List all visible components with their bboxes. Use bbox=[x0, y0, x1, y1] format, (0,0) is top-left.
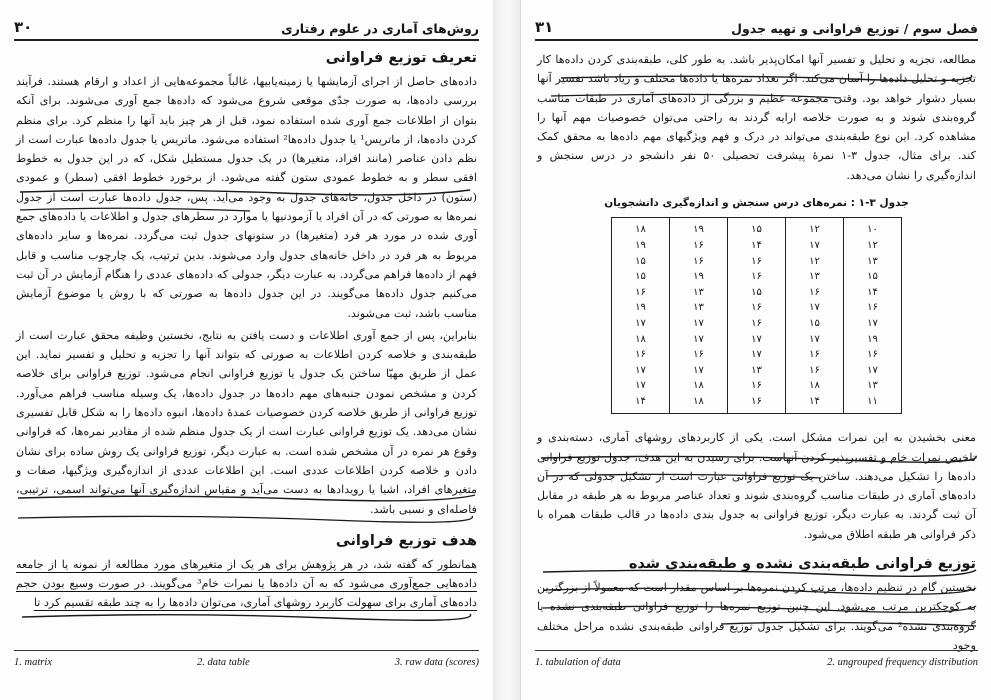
right-page-body bbox=[537, 50, 976, 658]
table-cell: ۱۵ bbox=[786, 316, 844, 332]
right-footnotes bbox=[535, 650, 978, 668]
table-cell: ۱۰ bbox=[844, 218, 902, 238]
table-cell: ۱۵ bbox=[728, 284, 786, 300]
table-cell: ۱۶ bbox=[786, 362, 844, 378]
paragraph-after-table: معنی بخشیدن به این نمرات مشکل است. یکی از کاربردهای روشهای آماری، دسته‌بندی و تلخیص نمرات خام و تفسیرپذیر کردن آنهاست. برای رسیدن به این هدف، جدول توزیع فراوانی داده‌ها را تشکیل می‌دهند. ساختن یک توزیع فراوانی عبارت است از تشکیل جدولی که در آن داده‌های آماری در طبقات مناسب گروه‌بندی شوند و تعداد عناصر مربوط به هر طبقه در مقابل آن ثبت گردند. به عبارت دیگر، توزیع فراوانی به جدول بندی داده‌ها در قالب طبقات همراه با ذکر فراوانی هر طبقه اطلاق می‌شود. bbox=[537, 431, 976, 541]
table-row bbox=[612, 218, 902, 238]
table-cell: ۱۷ bbox=[786, 331, 844, 347]
table-cell: ۱۳ bbox=[670, 300, 728, 316]
table-cell: ۱۷ bbox=[612, 362, 670, 378]
table-cell: ۱۶ bbox=[728, 300, 786, 316]
paragraph-definition-1: داده‌های حاصل از اجرای آزمایشها یا زمینه‌یابیها، غالباً مجموعه‌هایی از اعداد و ارقام هستند. فرآیند بررسی داده‌ها، به صورت جدّی موقعی شروع می‌شود که داده‌ها جمع آوری می‌شوند. برای آنکه بتوان از اطلاعات جمع آوری شده استفاده نمود، قبل از هر چیز باید آنها را منظم کرد. برای منظم کردن داده‌ها، از ماتریس¹ یا جدول داده‌ها² استفاده می‌شود. ماتریس یا جدول داده‌ها عبارت است از نظم دادن عناصر (مانند افراد، متغیرها) در یک جدول مستطیل شکل، که در این جدول به خطوط افقی سطر و به خطوط عمودی ستون گفته می‌شود. از برخورد خطوط افقی (سطر) و عمودی (ستون) در داخل جدول، خانه‌های جدول به وجود می‌آید. پس، جدول داده‌ها عبارت است از جدول نمره‌ها به صورتی که در آن افراد یا آزمودنیها یا موارد در سطرهای جدول و اطلاعات یا داده‌های جمع آوری شده در مورد هر فرد (متغیرها) در ستونهای جدول ثبت می‌گردد. نمره‌ها و سایر داده‌های مربوط به هر فرد در داخل خانه‌های جدول وارد می‌شوند. بدین ترتیب، یک چارچوب مناسب و قابل فهم از داده‌ها فراهم می‌گردد. به عبارت دیگر، جدولی که داده‌های عددی را هنگام آزمایش در آن ثبت می‌کنیم جدول داده‌ها می‌گویند. در این جدول داده‌ها به صورتی که با روش یا موضوع آزمایش مناسب باشد، ثبت می‌شوند. bbox=[16, 75, 477, 320]
book-gutter bbox=[493, 0, 520, 700]
table-cell: ۱۹ bbox=[612, 300, 670, 316]
table-cell: ۱۸ bbox=[670, 394, 728, 414]
table-cell: ۱۶ bbox=[786, 347, 844, 363]
paragraph-intro: مطالعه، تجزیه و تحلیل و تفسیر آنها امکان‌پذیر باشد. به طور کلی، طبقه‌بندی کردن داده‌ها کار تجزیه و تحلیل داده‌ها را آسان می‌کند. اگر تعداد نمره‌ها یا داده‌ها مختلف و زیاد باشد تفسیر آنها بسیار دشوار خواهد بود. وقتی مجموعه عظیم و بزرگی از داده‌های آماری در طبقات مناسب گروه‌بندی شوند و به صورت خلاصه ارایه گردند به راحتی می‌توان خصوصیات مهم آنها را مشاهده کرد. این نوع طبقه‌بندی می‌تواند در درک و فهم ویژگیهای مهم داده‌ها به محقق کمک کند. برای مثال، جدول ۳-۱ نمرهٔ پیشرفت تحصیلی ۵۰ نفر دانشجو در درس سنجش و اندازه‌گیری را نشان می‌دهد. bbox=[537, 53, 977, 182]
footnote-ungrouped: 2. ungrouped frequency distribution bbox=[827, 657, 978, 668]
table-cell: ۱۷ bbox=[612, 378, 670, 394]
table-cell: ۱۷ bbox=[786, 300, 844, 316]
left-footnotes bbox=[14, 650, 479, 668]
table-cell: ۱۳ bbox=[670, 284, 728, 300]
footnote-2: 2. data table bbox=[196, 657, 250, 668]
table-row bbox=[612, 331, 902, 347]
table-cell: ۱۶ bbox=[728, 269, 786, 285]
table-cell: ۱۳ bbox=[844, 378, 902, 394]
table-cell: ۱۶ bbox=[728, 253, 786, 269]
table-cell: ۱۵ bbox=[844, 269, 902, 285]
right-running-title: فصل سوم / توزیع فراوانی و تهیه جدول bbox=[731, 21, 978, 36]
table-cell: ۱۸ bbox=[612, 331, 670, 347]
table-cell: ۱۶ bbox=[786, 284, 844, 300]
table-cell: ۱۵ bbox=[728, 218, 786, 238]
table-cell: ۱۷ bbox=[844, 316, 902, 332]
table-cell: ۱۶ bbox=[670, 253, 728, 269]
table-cell: ۱۹ bbox=[844, 331, 902, 347]
table-cell: ۱۷ bbox=[728, 347, 786, 363]
table-row bbox=[612, 316, 902, 332]
table-row bbox=[612, 394, 902, 414]
table-cell: ۱۷ bbox=[728, 331, 786, 347]
table-row bbox=[612, 284, 902, 300]
table-cell: ۱۶ bbox=[728, 316, 786, 332]
table-cell: ۱۱ bbox=[844, 394, 902, 414]
table-cell: ۱۹ bbox=[670, 218, 728, 238]
table-row bbox=[612, 300, 902, 316]
table-cell: ۱۴ bbox=[728, 238, 786, 254]
table-cell: ۱۶ bbox=[728, 378, 786, 394]
table-cell: ۱۹ bbox=[612, 238, 670, 254]
table-cell: ۱۸ bbox=[786, 378, 844, 394]
table-row bbox=[612, 238, 902, 254]
table-cell: ۱۵ bbox=[612, 253, 670, 269]
left-page-number: ۳۰ bbox=[14, 18, 33, 36]
table-cell: ۱۶ bbox=[612, 347, 670, 363]
table-cell: ۱۷ bbox=[670, 362, 728, 378]
section-title-ungrouped: توزیع فراوانی طبقه‌بندی نشده و طبقه‌بندی شده bbox=[628, 555, 976, 572]
left-page bbox=[0, 0, 494, 700]
table-cell: ۱۶ bbox=[844, 300, 902, 316]
table-cell: ۱۶ bbox=[844, 347, 902, 363]
left-running-title: روش‌های آماری در علوم رفتاری bbox=[281, 21, 479, 36]
table-cell: ۱۴ bbox=[844, 284, 902, 300]
table-row bbox=[612, 362, 902, 378]
table-cell: ۱۷ bbox=[670, 316, 728, 332]
table-cell: ۱۲ bbox=[844, 238, 902, 254]
table-cell: ۱۸ bbox=[612, 218, 670, 238]
footnote-3: 3. raw data (scores) bbox=[394, 657, 479, 668]
table-cell: ۱۲ bbox=[786, 253, 844, 269]
table-cell: ۱۶ bbox=[670, 347, 728, 363]
table-cell: ۱۹ bbox=[670, 269, 728, 285]
paragraph-ungrouped: نخستین گام در تنظیم داده‌ها، مرتب کردن نمره‌ها بر اساس مقدار است که معمولاً از بزرگترین به کوچکترین مرتب می‌شود. این چنین توزیع نمره‌ها را توزیع فراوانی طبقه‌بندی نشده یا گروه‌بندی نشده² می‌گویند. برای تشکیل جدول توزیع فراوانی طبقه‌بندی نشده مراحل مختلف وجود bbox=[537, 580, 977, 652]
table-row bbox=[612, 347, 902, 363]
table-cell: ۱۴ bbox=[786, 394, 844, 414]
paragraph-definition-2: بنابراین، پس از جمع آوری اطلاعات و دست یافتن به نتایج، نخستین وظیفه محقق عبارت است از طبقه‌بندی و خلاصه کردن اطلاعات به صورتی که بتواند آنها را تجزیه و تحلیل و تفسیر نماید. این عمل از طریق مهیّا ساختن یک جدول یا توزیع فراوانی انجام می‌شود. توزیع فراوانی برای خلاصه کردن و مشخص نمودن جنبه‌های مهم داده‌ها در جدول داده‌ها، یک وسیله مناسب فراهم می‌آورد. توزیع فراوانی از طریق خلاصه کردن خصوصیات عمدهٔ داده‌ها، انبوه داده‌ها را به شکل قابل تفسیری نشان می‌دهد. یک توزیع فراوانی عبارت است از یک جدول منظم شده از مقادیر نمره‌ها، که فراوانی وقوع هر نمره در آن مشخص شده است. به عبارت دیگر، توزیع فراوانی یک روش ساده برای نشان دادن و خلاصه کردن اطلاعات عددی است. این اطلاعات عددی از اندازه‌گیری ویژگیها، صفات و متغیرهای افراد، اشیا یا رویدادها به دست می‌آید و مقیاس اندازه‌گیری آنها می‌تواند اسمی، ترتیبی، فاصله‌ای و نسبی باشد. bbox=[16, 328, 477, 516]
table-row bbox=[612, 378, 902, 394]
table-cell: ۱۴ bbox=[612, 394, 670, 414]
scores-table bbox=[611, 217, 902, 414]
table-cell: ۱۷ bbox=[670, 331, 728, 347]
table-cell: ۱۳ bbox=[844, 253, 902, 269]
table-row bbox=[612, 253, 902, 269]
table-cell: ۱۷ bbox=[844, 362, 902, 378]
right-running-head bbox=[535, 6, 978, 41]
footnote-tabulation: 1. tabulation of data bbox=[535, 657, 621, 668]
footnote-1: 1. matrix bbox=[14, 657, 52, 668]
section-title-definition: تعریف توزیع فراوانی bbox=[325, 50, 477, 66]
right-page bbox=[520, 0, 991, 700]
right-page-number: ۳۱ bbox=[535, 18, 554, 36]
table-cell: ۱۷ bbox=[786, 238, 844, 254]
table-cell: ۱۳ bbox=[786, 269, 844, 285]
left-page-body bbox=[16, 50, 477, 616]
table-cell: ۱۸ bbox=[670, 378, 728, 394]
table-cell: ۱۷ bbox=[612, 316, 670, 332]
table-cell: ۱۶ bbox=[728, 394, 786, 414]
table-cell: ۱۶ bbox=[612, 284, 670, 300]
table-row bbox=[612, 269, 902, 285]
table-cell: ۱۲ bbox=[786, 218, 844, 238]
table-cell: ۱۳ bbox=[728, 362, 786, 378]
left-running-head bbox=[14, 6, 479, 41]
table-cell: ۱۵ bbox=[612, 269, 670, 285]
table-caption: جدول ۳-۱ : نمره‌های درس سنجش و اندازه‌گیری دانشجویان bbox=[604, 197, 909, 210]
paragraph-purpose: همانطور که گفته شد، در هر پژوهش برای هر یک از متغیرهای مورد مطالعه از نمونه یا از جامعه داده‌هایی جمع‌آوری می‌شود که به آن داده‌ها یا نمرات خام³ می‌گویند. در صورت وسیع بودن حجم داده‌های آماری برای سهولت کاربرد روشهای آماری، می‌توان داده‌ها را به چند طبقه تقسیم کرد تا bbox=[16, 557, 477, 610]
section-title-purpose: هدف توزیع فراوانی bbox=[335, 532, 477, 549]
table-cell: ۱۶ bbox=[670, 238, 728, 254]
